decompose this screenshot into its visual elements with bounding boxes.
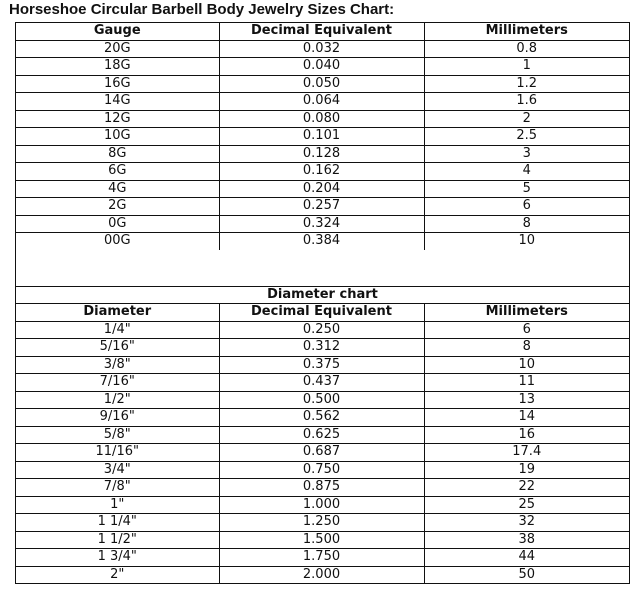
millimeters-cell: 22	[424, 479, 629, 497]
diameter-cell: 7/8"	[16, 479, 219, 497]
decimal-cell: 0.875	[219, 479, 424, 497]
table-row	[16, 426, 629, 444]
table-row	[16, 110, 629, 128]
table-row	[16, 215, 629, 233]
millimeters-cell: 19	[424, 461, 629, 479]
decimal-cell: 0.437	[219, 374, 424, 392]
table-row	[16, 128, 629, 146]
table-row	[16, 321, 629, 339]
diameter-chart-caption: Diameter chart	[16, 286, 629, 304]
table-row	[16, 40, 629, 58]
table-row	[16, 409, 629, 427]
decimal-cell: 1.250	[219, 514, 424, 532]
millimeters-cell: 44	[424, 549, 629, 567]
diameter-header: Diameter	[16, 304, 219, 322]
diameter-cell: 5/16"	[16, 339, 219, 357]
table-row	[16, 496, 629, 514]
table-row	[16, 461, 629, 479]
millimeters-cell: 2	[424, 110, 629, 128]
decimal-cell: 1.500	[219, 531, 424, 549]
decimal-cell: 0.375	[219, 356, 424, 374]
millimeters-header: Millimeters	[424, 23, 629, 40]
table-row	[16, 180, 629, 198]
decimal-cell: 0.324	[219, 215, 424, 233]
diameter-cell: 7/16"	[16, 374, 219, 392]
diameter-cell: 1"	[16, 496, 219, 514]
decimal-cell: 0.128	[219, 145, 424, 163]
decimal-cell: 0.204	[219, 180, 424, 198]
millimeters-header: Millimeters	[424, 304, 629, 322]
decimal-cell: 1.750	[219, 549, 424, 567]
decimal-cell: 0.050	[219, 75, 424, 93]
gauge-cell: 4G	[16, 180, 219, 198]
decimal-header: Decimal Equivalent	[219, 304, 424, 322]
sizes-chart	[15, 22, 630, 584]
gauge-cell: 6G	[16, 163, 219, 181]
diameter-cell: 1 1/2"	[16, 531, 219, 549]
gauge-cell: 10G	[16, 128, 219, 146]
millimeters-cell: 10	[424, 233, 629, 250]
diameter-cell: 5/8"	[16, 426, 219, 444]
millimeters-cell: 5	[424, 180, 629, 198]
table-row	[16, 374, 629, 392]
diameter-cell: 9/16"	[16, 409, 219, 427]
decimal-cell: 0.032	[219, 40, 424, 58]
millimeters-cell: 4	[424, 163, 629, 181]
table-row	[16, 93, 629, 111]
millimeters-cell: 11	[424, 374, 629, 392]
millimeters-cell: 10	[424, 356, 629, 374]
gauge-header-row	[16, 23, 629, 40]
table-row	[16, 145, 629, 163]
millimeters-cell: 2.5	[424, 128, 629, 146]
table-row	[16, 444, 629, 462]
decimal-cell: 0.562	[219, 409, 424, 427]
gauge-cell: 18G	[16, 58, 219, 76]
decimal-cell: 0.162	[219, 163, 424, 181]
table-spacer-row	[16, 250, 629, 287]
gauge-cell: 12G	[16, 110, 219, 128]
millimeters-cell: 6	[424, 321, 629, 339]
decimal-cell: 0.080	[219, 110, 424, 128]
table-row	[16, 531, 629, 549]
decimal-cell: 0.040	[219, 58, 424, 76]
millimeters-cell: 14	[424, 409, 629, 427]
table-row	[16, 75, 629, 93]
table-row	[16, 198, 629, 216]
decimal-cell: 0.257	[219, 198, 424, 216]
table-row	[16, 566, 629, 583]
table-row	[16, 514, 629, 532]
millimeters-cell: 0.8	[424, 40, 629, 58]
diameter-cell: 1/4"	[16, 321, 219, 339]
table-row	[16, 163, 629, 181]
diameter-header-row	[16, 304, 629, 322]
gauge-cell: 16G	[16, 75, 219, 93]
millimeters-cell: 1.6	[424, 93, 629, 111]
decimal-cell: 0.250	[219, 321, 424, 339]
decimal-header: Decimal Equivalent	[219, 23, 424, 40]
table-row	[16, 58, 629, 76]
diameter-cell: 1 3/4"	[16, 549, 219, 567]
diameter-caption-row	[16, 286, 629, 304]
diameter-cell: 3/8"	[16, 356, 219, 374]
table-row	[16, 356, 629, 374]
diameter-cell: 11/16"	[16, 444, 219, 462]
decimal-cell: 0.384	[219, 233, 424, 250]
gauge-header: Gauge	[16, 23, 219, 40]
gauge-cell: 0G	[16, 215, 219, 233]
page-title: Horseshoe Circular Barbell Body Jewelry Sizes Chart:	[9, 1, 395, 18]
millimeters-cell: 50	[424, 566, 629, 583]
millimeters-cell: 25	[424, 496, 629, 514]
millimeters-cell: 13	[424, 391, 629, 409]
sizes-table	[16, 23, 629, 583]
decimal-cell: 0.500	[219, 391, 424, 409]
table-row	[16, 391, 629, 409]
decimal-cell: 2.000	[219, 566, 424, 583]
millimeters-cell: 6	[424, 198, 629, 216]
diameter-cell: 2"	[16, 566, 219, 583]
spacer-cell	[16, 250, 629, 287]
decimal-cell: 0.687	[219, 444, 424, 462]
table-row	[16, 549, 629, 567]
millimeters-cell: 16	[424, 426, 629, 444]
gauge-cell: 20G	[16, 40, 219, 58]
diameter-cell: 1 1/4"	[16, 514, 219, 532]
millimeters-cell: 32	[424, 514, 629, 532]
diameter-table-body	[16, 321, 629, 583]
gauge-cell: 8G	[16, 145, 219, 163]
gauge-cell: 00G	[16, 233, 219, 250]
table-row	[16, 339, 629, 357]
diameter-cell: 1/2"	[16, 391, 219, 409]
diameter-cell: 3/4"	[16, 461, 219, 479]
decimal-cell: 0.625	[219, 426, 424, 444]
decimal-cell: 0.064	[219, 93, 424, 111]
decimal-cell: 0.312	[219, 339, 424, 357]
millimeters-cell: 17.4	[424, 444, 629, 462]
millimeters-cell: 8	[424, 215, 629, 233]
millimeters-cell: 1	[424, 58, 629, 76]
table-row	[16, 233, 629, 250]
millimeters-cell: 8	[424, 339, 629, 357]
decimal-cell: 0.101	[219, 128, 424, 146]
decimal-cell: 0.750	[219, 461, 424, 479]
millimeters-cell: 38	[424, 531, 629, 549]
millimeters-cell: 3	[424, 145, 629, 163]
millimeters-cell: 1.2	[424, 75, 629, 93]
table-row	[16, 479, 629, 497]
gauge-cell: 14G	[16, 93, 219, 111]
gauge-cell: 2G	[16, 198, 219, 216]
decimal-cell: 1.000	[219, 496, 424, 514]
gauge-table-body	[16, 40, 629, 250]
